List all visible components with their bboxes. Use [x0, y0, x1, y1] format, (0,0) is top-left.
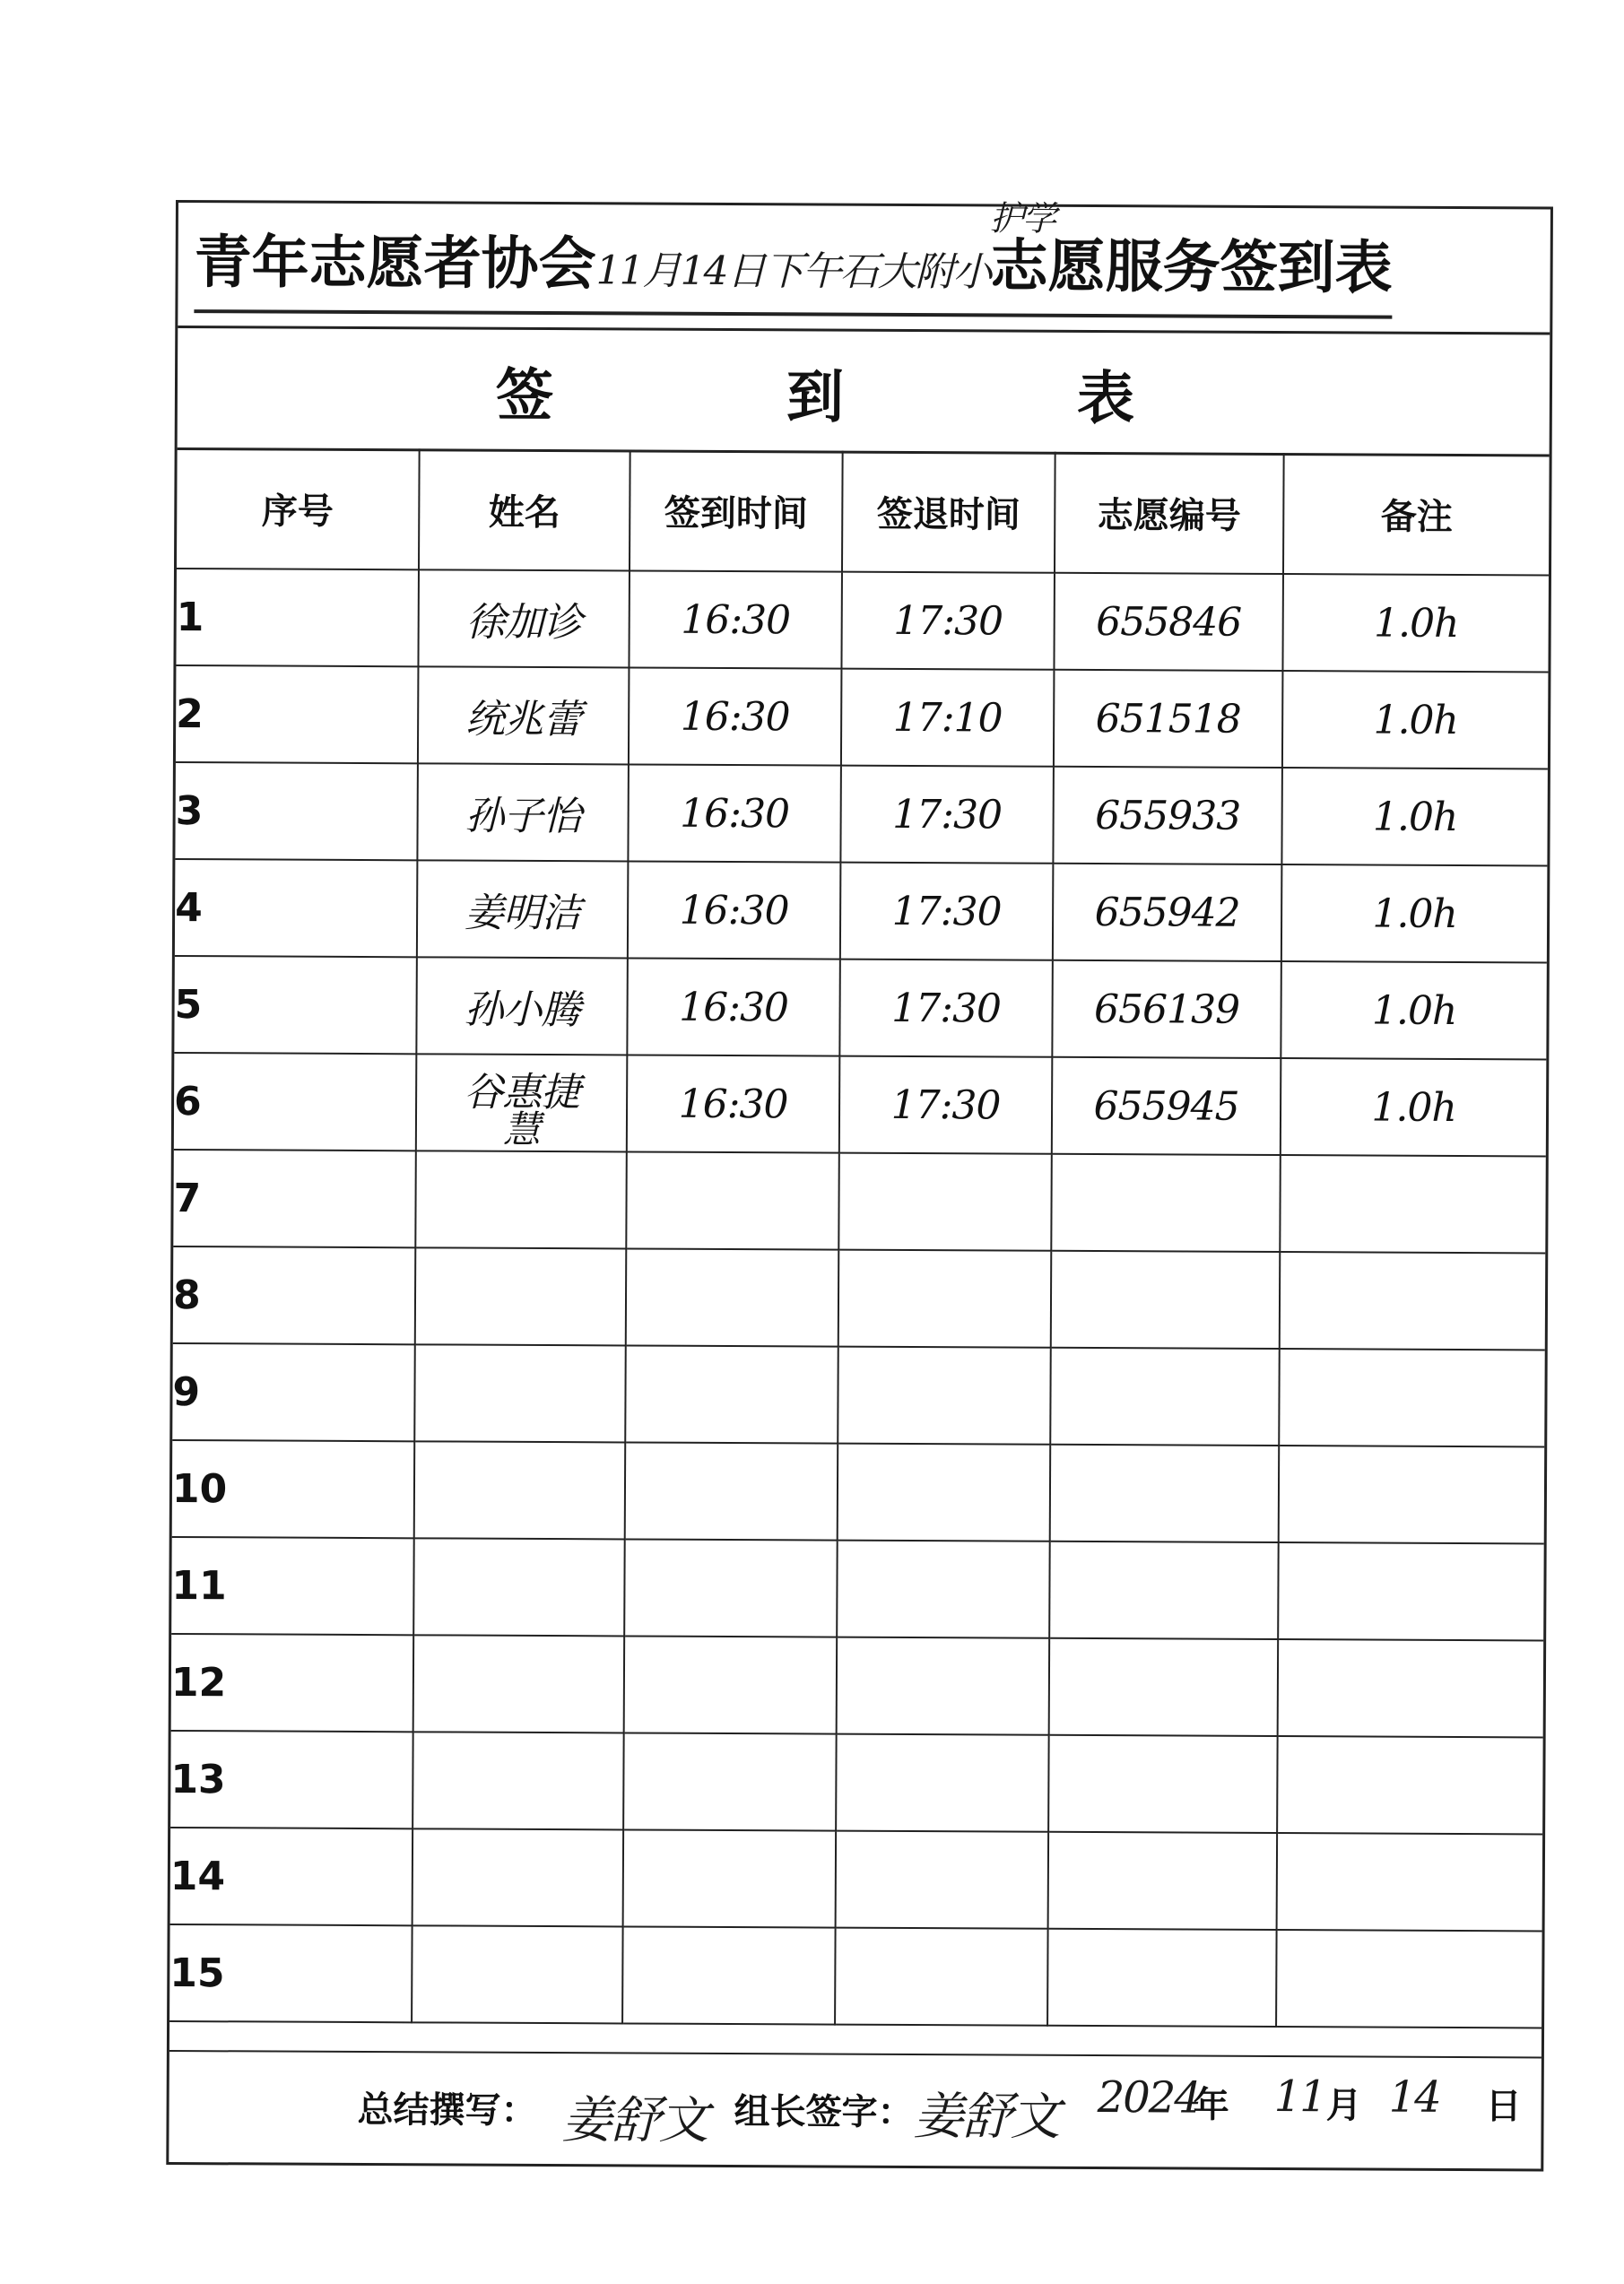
table-row	[171, 1537, 1544, 1640]
form-title	[194, 222, 1392, 319]
cell-sign-in-time	[629, 570, 842, 668]
cell-sign-out-time	[838, 1444, 1051, 1541]
cell-remark	[1281, 768, 1548, 865]
table-row	[172, 1440, 1545, 1543]
header-name: 姓名	[419, 448, 630, 570]
cell-name-text: 孙子怡	[465, 793, 581, 840]
section-title: 签到表	[495, 362, 1368, 434]
table-body	[169, 569, 1549, 2028]
month-label: 月	[1325, 2085, 1362, 2127]
cell-name	[418, 569, 630, 667]
cell-sign-in-time-text: 16:30	[679, 887, 789, 934]
date-day: 14	[1388, 2071, 1440, 2123]
cell-name	[416, 957, 628, 1055]
cell-seq-text: 10	[171, 1465, 228, 1512]
title-prefix: 青年志愿者协会	[194, 230, 596, 299]
cell-sign-in-time	[624, 1636, 838, 1733]
cell-volunteer-id	[1053, 864, 1282, 961]
cell-sign-in-time	[627, 1055, 840, 1152]
cell-volunteer-id-text: 655945	[1093, 1082, 1239, 1130]
title-handwritten-event: 11月14日下午石大附小	[595, 248, 991, 296]
cell-volunteer-id-text: 655933	[1095, 792, 1241, 839]
cell-seq	[171, 1634, 414, 1732]
cell-name-correction-text: 慧	[502, 1107, 541, 1151]
cell-remark-text: 1.0h	[1371, 987, 1457, 1034]
cell-volunteer-id	[1052, 960, 1281, 1058]
cell-sign-out-time-text: 17:30	[892, 791, 1003, 838]
cell-seq-text: 11	[171, 1562, 227, 1609]
table-row	[174, 956, 1547, 1059]
cell-name	[417, 860, 629, 958]
cell-volunteer-id	[1054, 573, 1283, 671]
cell-remark	[1280, 1155, 1546, 1253]
cell-sign-out-time-text: 17:30	[890, 1081, 1001, 1129]
cell-sign-out-time	[840, 863, 1054, 960]
table-row	[173, 1150, 1546, 1253]
cell-remark	[1278, 1542, 1544, 1640]
cell-sign-out-time	[838, 1153, 1052, 1251]
cell-seq-text: 1	[176, 594, 204, 640]
cell-sign-in-time	[629, 667, 842, 765]
cell-name	[412, 1925, 623, 2023]
cell-name	[417, 763, 629, 861]
cell-volunteer-id-text: 655942	[1094, 889, 1240, 936]
cell-sign-out-time	[838, 1347, 1051, 1445]
table-row	[170, 1731, 1543, 1834]
table-row	[176, 569, 1549, 672]
cell-remark-text: 1.0h	[1373, 600, 1459, 647]
cell-sign-in-time-text: 16:30	[680, 790, 790, 837]
cell-sign-out-time	[835, 1928, 1048, 2026]
table-row	[175, 859, 1548, 962]
table-header-row	[177, 447, 1550, 575]
cell-seq	[170, 1731, 413, 1828]
cell-sign-out-time	[839, 960, 1053, 1057]
cell-seq	[176, 665, 419, 763]
cell-seq-text: 12	[170, 1659, 227, 1706]
summary-signature: 姜舒文	[561, 2091, 708, 2150]
cell-seq-text: 8	[172, 1272, 201, 1318]
cell-seq	[172, 1440, 415, 1538]
cell-remark	[1280, 1252, 1546, 1350]
cell-name	[414, 1441, 626, 1539]
year-label: 年	[1193, 2084, 1229, 2126]
cell-name	[413, 1732, 624, 1829]
cell-sign-in-time	[624, 1539, 838, 1637]
cell-volunteer-id	[1048, 1832, 1278, 1930]
cell-sign-in-time-text: 16:30	[678, 1081, 788, 1127]
cell-seq-text: 2	[176, 690, 204, 737]
cell-seq-text: 6	[173, 1078, 202, 1125]
cell-name	[418, 666, 630, 764]
cell-remark	[1281, 864, 1548, 962]
leader-signature: 姜舒文	[913, 2088, 1059, 2147]
cell-volunteer-id-text: 656139	[1093, 986, 1240, 1033]
table-row	[176, 665, 1549, 769]
title-row	[178, 198, 1550, 334]
cell-seq	[169, 1924, 413, 2022]
cell-sign-out-time	[839, 1056, 1053, 1154]
cell-seq	[175, 762, 418, 860]
header-sign-in-time: 签到时间	[630, 449, 843, 571]
cell-seq	[176, 569, 419, 666]
cell-remark-text: 1.0h	[1371, 1084, 1456, 1131]
cell-name	[415, 1247, 627, 1345]
title-suffix: 志愿服务签到表	[990, 233, 1393, 302]
cell-seq-text: 4	[175, 884, 203, 931]
table-row	[169, 1924, 1542, 2028]
day-label: 日	[1485, 2086, 1522, 2128]
cell-seq	[175, 859, 418, 957]
cell-name-text: 姜明洁	[464, 890, 581, 937]
cell-volunteer-id	[1047, 1929, 1277, 2027]
cell-remark	[1278, 1639, 1544, 1737]
cell-sign-in-time	[622, 1926, 836, 2024]
cell-name-text: 谷惠捷	[464, 1069, 580, 1116]
cell-remark	[1279, 1349, 1545, 1446]
cell-name	[413, 1828, 624, 1926]
table-row	[172, 1343, 1545, 1446]
title-handwritten-insert: 护学	[989, 198, 1055, 239]
cell-seq-text: 15	[169, 1950, 225, 1996]
cell-volunteer-id	[1052, 1057, 1281, 1155]
table-row	[171, 1634, 1544, 1737]
cell-sign-in-time	[625, 1345, 838, 1443]
cell-seq	[174, 956, 417, 1054]
table-row	[175, 762, 1548, 865]
cell-sign-in-time	[627, 958, 840, 1055]
cell-name	[415, 1151, 627, 1248]
cell-sign-in-time	[628, 764, 841, 862]
cell-seq	[170, 1828, 413, 1925]
cell-name	[413, 1538, 625, 1636]
header-sign-out-time: 签退时间	[842, 451, 1055, 573]
cell-remark	[1279, 1446, 1545, 1543]
cell-volunteer-id	[1053, 767, 1282, 864]
cell-volunteer-id	[1049, 1638, 1279, 1736]
cell-sign-out-time	[840, 766, 1054, 864]
cell-volunteer-id	[1050, 1348, 1280, 1446]
header-volunteer-id: 志愿编号	[1055, 452, 1284, 574]
cell-name-text: 统兆蕾	[465, 696, 582, 743]
cell-volunteer-id-text: 655846	[1096, 598, 1242, 646]
cell-remark	[1277, 1833, 1543, 1931]
summary-label: 总结撰写：	[357, 2089, 537, 2132]
cell-sign-in-time	[623, 1829, 837, 1927]
cell-seq	[173, 1246, 416, 1344]
cell-sign-out-time-text: 17:10	[892, 694, 1003, 742]
header-seq: 序号	[177, 447, 420, 569]
cell-remark	[1277, 1736, 1543, 1834]
cell-sign-out-time-text: 17:30	[891, 985, 1002, 1032]
cell-name	[413, 1635, 625, 1733]
cell-remark-text: 1.0h	[1372, 794, 1458, 840]
section-title-row	[178, 326, 1550, 456]
cell-sign-in-time	[623, 1733, 837, 1830]
cell-seq-text: 7	[173, 1175, 202, 1221]
cell-remark-text: 1.0h	[1373, 697, 1458, 743]
cell-seq-text: 9	[172, 1368, 201, 1415]
cell-seq-text: 13	[170, 1756, 226, 1802]
date-month: 11	[1273, 2071, 1325, 2123]
cell-remark	[1281, 961, 1547, 1059]
cell-name-text: 孙小腾	[464, 986, 580, 1034]
cell-sign-out-time	[837, 1637, 1050, 1735]
cell-volunteer-id	[1048, 1735, 1278, 1833]
cell-name-text: 徐加诊	[465, 599, 582, 647]
cell-name	[414, 1344, 626, 1442]
cell-sign-out-time-text: 17:30	[891, 888, 1002, 935]
cell-seq	[171, 1537, 414, 1635]
cell-seq	[173, 1150, 416, 1247]
cell-sign-out-time	[841, 669, 1055, 767]
cell-remark	[1282, 671, 1549, 769]
cell-volunteer-id	[1054, 670, 1283, 768]
cell-sign-in-time	[626, 1248, 839, 1346]
table-row	[170, 1828, 1543, 1931]
cell-remark-text: 1.0h	[1372, 890, 1457, 937]
cell-seq-text: 3	[175, 787, 204, 834]
cell-sign-out-time	[841, 572, 1055, 670]
cell-sign-out-time	[838, 1250, 1052, 1348]
cell-sign-in-time-text: 16:30	[680, 693, 790, 740]
date-year: 2024	[1097, 2072, 1200, 2123]
cell-volunteer-id	[1049, 1541, 1279, 1639]
cell-sign-out-time	[836, 1831, 1049, 1929]
cell-seq-text: 5	[174, 981, 203, 1028]
cell-seq	[172, 1343, 415, 1441]
cell-sign-out-time-text: 17:30	[893, 597, 1003, 645]
cell-seq-text: 14	[169, 1853, 226, 1899]
cell-volunteer-id	[1051, 1154, 1281, 1252]
footer-row	[169, 2050, 1541, 2170]
cell-sign-out-time	[837, 1541, 1050, 1638]
cell-sign-in-time-text: 16:30	[681, 596, 791, 643]
cell-remark	[1281, 1058, 1547, 1156]
cell-sign-in-time	[625, 1442, 838, 1540]
cell-volunteer-id	[1051, 1251, 1281, 1349]
cell-volunteer-id-text: 651518	[1095, 695, 1241, 743]
cell-sign-in-time	[628, 861, 841, 959]
attendance-table	[169, 447, 1550, 2028]
cell-volunteer-id	[1050, 1445, 1280, 1542]
sign-in-sheet	[166, 200, 1553, 2171]
table-row	[174, 1053, 1547, 1156]
cell-remark	[1276, 1930, 1542, 2028]
cell-remark	[1282, 574, 1549, 672]
cell-sign-out-time	[836, 1734, 1049, 1832]
cell-seq	[174, 1053, 417, 1151]
leader-label: 组长签字：	[734, 2091, 914, 2134]
table-row	[173, 1246, 1546, 1350]
cell-name	[416, 1054, 628, 1151]
cell-sign-in-time-text: 16:30	[679, 984, 789, 1030]
cell-sign-in-time	[626, 1151, 839, 1249]
header-remark: 备注	[1283, 453, 1550, 575]
